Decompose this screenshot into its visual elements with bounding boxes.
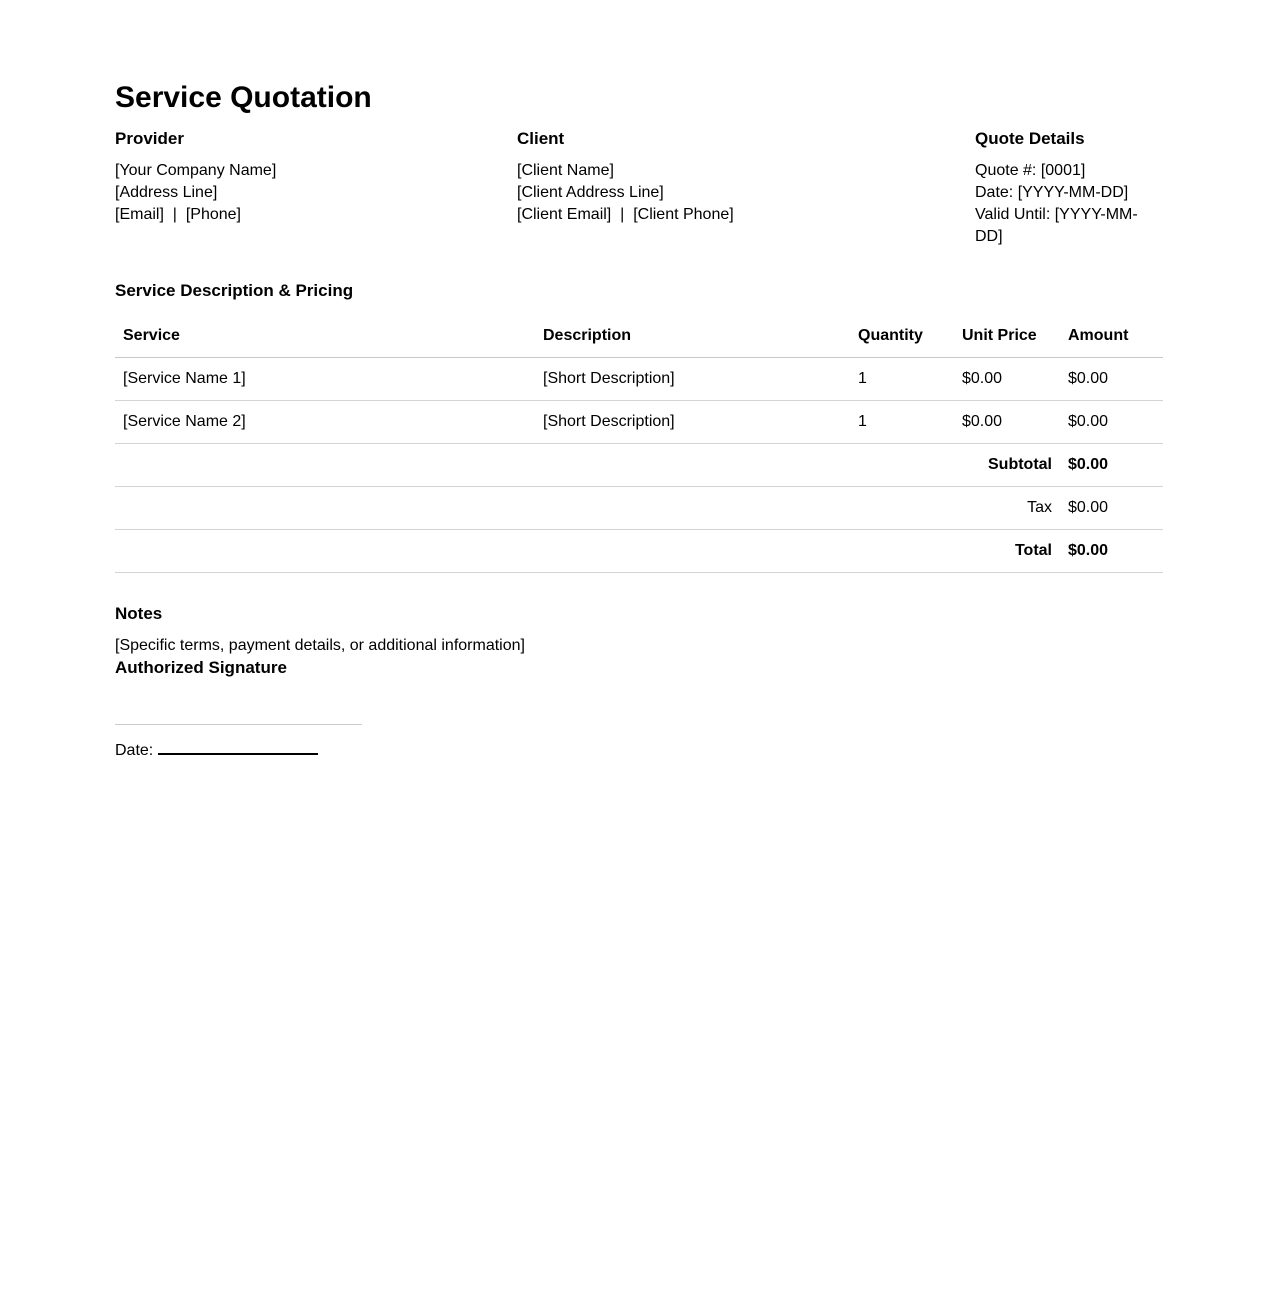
table-row-service-1	[115, 358, 1163, 401]
quote-date-line: Date: [YYYY-MM-DD]	[975, 184, 1129, 201]
provider-section	[115, 128, 517, 248]
column-header-service: Service	[115, 316, 535, 358]
provider-contact-line: [Email] | [Phone]	[115, 206, 241, 223]
client-name-line: [Client Name]	[517, 162, 614, 179]
service-amount-cell: $0.00	[1060, 358, 1163, 401]
tax-row	[115, 487, 1163, 530]
pricing-table	[115, 316, 1163, 573]
subtotal-row	[115, 444, 1163, 487]
client-heading: Client	[517, 129, 565, 148]
page-title: Service Quotation	[115, 81, 372, 114]
client-address-line: [Client Address Line]	[517, 184, 664, 201]
column-header-unit-price: Unit Price	[954, 316, 1060, 358]
column-header-quantity: Quantity	[850, 316, 954, 358]
service-description-cell: [Short Description]	[535, 358, 850, 401]
provider-heading: Provider	[115, 129, 184, 148]
tax-label: Tax	[115, 487, 1060, 530]
service-name-cell: [Service Name 2]	[115, 401, 535, 444]
authorized-signature-heading: Authorized Signature	[115, 658, 287, 677]
service-amount-cell: $0.00	[1060, 401, 1163, 444]
column-header-description: Description	[535, 316, 850, 358]
service-unit-price-cell: $0.00	[954, 401, 1060, 444]
quote-details-section	[975, 128, 1163, 248]
subtotal-value: $0.00	[1060, 444, 1163, 487]
total-row	[115, 530, 1163, 573]
service-quantity-cell: 1	[850, 358, 954, 401]
service-name-cell: [Service Name 1]	[115, 358, 535, 401]
quote-details-heading: Quote Details	[975, 129, 1085, 148]
pricing-section-heading: Service Description & Pricing	[115, 281, 354, 300]
subtotal-label: Subtotal	[115, 444, 1060, 487]
provider-address-line: [Address Line]	[115, 184, 218, 201]
table-row-service-2	[115, 401, 1163, 444]
notes-heading: Notes	[115, 604, 163, 623]
column-header-amount: Amount	[1060, 316, 1163, 358]
parties-info-row	[115, 128, 1163, 248]
service-description-cell: [Short Description]	[535, 401, 850, 444]
provider-company-line: [Your Company Name]	[115, 162, 277, 179]
client-section	[517, 128, 975, 248]
date-row	[115, 740, 1163, 762]
quote-number-line: Quote #: [0001]	[975, 162, 1086, 179]
quote-valid-until-line: Valid Until: [YYYY-MM-DD]	[975, 206, 1138, 245]
notes-text: [Specific terms, payment details, or additional information]	[115, 637, 525, 654]
total-value: $0.00	[1060, 530, 1163, 573]
tax-value: $0.00	[1060, 487, 1163, 530]
service-unit-price-cell: $0.00	[954, 358, 1060, 401]
date-label: Date:	[115, 742, 154, 759]
signature-line	[115, 679, 362, 725]
client-contact-line: [Client Email] | [Client Phone]	[517, 206, 734, 223]
pricing-header-row	[115, 316, 1163, 358]
total-label: Total	[115, 530, 1060, 573]
service-quantity-cell: 1	[850, 401, 954, 444]
date-blank-line	[158, 753, 318, 755]
